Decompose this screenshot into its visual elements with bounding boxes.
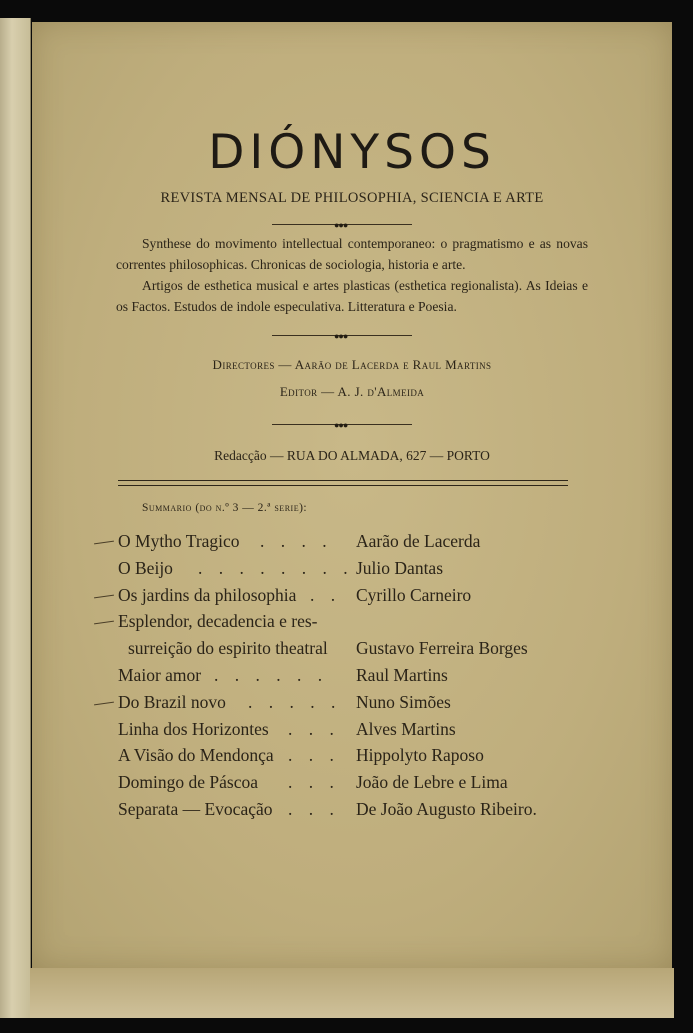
toc-author: Nuno Simões [356, 691, 451, 712]
toc-entry [118, 716, 588, 743]
toc-title: Os jardins da philosophia [118, 584, 297, 605]
toc-author: Raul Martins [356, 664, 448, 685]
toc-title: O Beijo [118, 557, 173, 578]
toc-author: João de Lebre e Lima [356, 772, 508, 793]
toc-author: Gustavo Ferreira Borges [356, 638, 528, 659]
toc-title: O Mytho Tragico [118, 531, 240, 551]
toc-author: Julio Dantas [356, 557, 444, 578]
toc-author: Cyrillo Carneiro [356, 584, 472, 605]
description-paragraph-2: Artigos de esthetica musical e artes plasticas (esthetica regionalista). As Ideias e os Factos. Estudos de indole especulativa. Litteratura e Poesia. [116, 278, 588, 314]
journal-cover-page [32, 22, 672, 968]
toc-leader: . . . . . . [214, 664, 329, 685]
toc-entry [118, 555, 588, 582]
toc-author: Alves Martins [356, 718, 456, 739]
toc-title: surreição do espirito theatral [128, 638, 328, 659]
redaccao-address: Redacção — RUA DO ALMADA, 627 — PORTO [214, 448, 490, 463]
toc-author: De João Augusto Ribeiro. [356, 798, 537, 819]
toc-author: Hippolyto Raposo [356, 745, 484, 766]
toc-leader: . . . . . [248, 691, 342, 712]
toc-leader: . . . . [260, 531, 333, 551]
editor-line: Editor — A. J. d'Almeida [279, 384, 425, 399]
toc-title: Linha dos Horizontes [118, 718, 269, 739]
toc-entry [118, 769, 588, 796]
toc-entry [118, 742, 588, 769]
ornament-divider: ●●● [272, 421, 412, 429]
toc-entry [118, 582, 588, 609]
toc-title: Domingo de Páscoa [118, 772, 258, 793]
toc-leader: . . . . . . . . [198, 557, 354, 578]
double-rule [118, 480, 568, 486]
journal-subtitle: REVISTA MENSAL DE PHILOSOPHIA, SCIENCIA E ARTE [160, 190, 544, 206]
summary-heading: Summario (do n.º 3 — 2.ª serie): [142, 502, 308, 514]
toc-title: Do Brazil novo [118, 691, 226, 712]
pencil-mark [94, 621, 114, 625]
toc-entry [118, 528, 588, 555]
table-of-contents [118, 528, 588, 823]
pencil-mark [94, 541, 114, 545]
pencil-mark [94, 594, 114, 598]
toc-leader: . . . [288, 718, 340, 739]
ornament-divider: ●●● [272, 221, 412, 229]
toc-leader: . . . [288, 798, 340, 819]
toc-title: Maior amor [118, 664, 202, 685]
toc-entry [118, 608, 588, 635]
journal-description [116, 233, 588, 317]
page-lower-edge [30, 968, 674, 1018]
toc-title: Separata — Evocação [118, 798, 273, 819]
journal-masthead: DIÓNYSOS [208, 125, 496, 180]
toc-leader: . . . [288, 745, 340, 766]
ornament-divider: ●●● [272, 332, 412, 340]
toc-leader: . . . [288, 772, 340, 793]
toc-author: Aarão de Lacerda [356, 531, 481, 551]
pencil-mark [94, 701, 114, 705]
toc-entry [118, 662, 588, 689]
toc-title: Esplendor, decadencia e res- [118, 611, 318, 632]
toc-title: A Visão do Mendonça [118, 745, 274, 766]
toc-leader: . . [310, 584, 342, 605]
directors-line: Directores — Aarão de Lacerda e Raul Martins [212, 357, 492, 372]
toc-entry [118, 635, 588, 662]
toc-entry [118, 689, 588, 716]
book-spine [0, 18, 31, 1018]
description-paragraph-1: Synthese do movimento intellectual contemporaneo: o pragmatismo e as novas correntes philosophicas. Chronicas de sociologia, historia e arte. [116, 236, 588, 272]
toc-entry [118, 796, 588, 823]
